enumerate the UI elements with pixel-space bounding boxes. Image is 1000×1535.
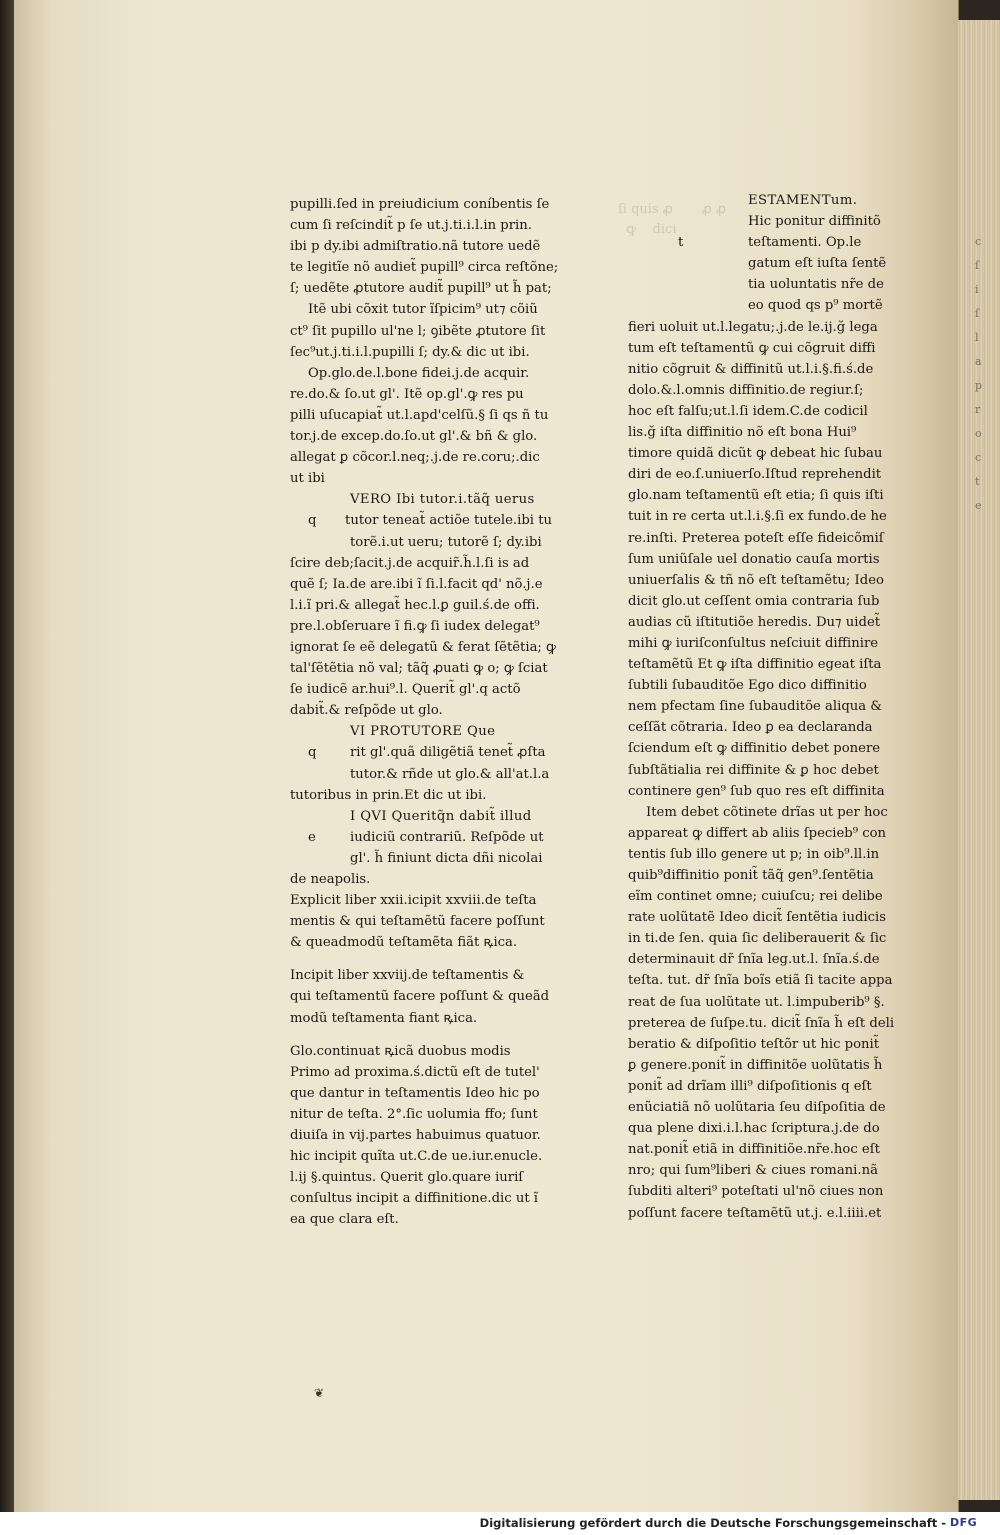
text-line: & queadmodũ teſtamẽta fiãt ꝶica. <box>290 935 518 951</box>
text-line: beratio & diſpoſitio teſtõr ut hic ponit̃ <box>628 1036 880 1052</box>
text-line: de neapolis. <box>290 872 371 887</box>
text-line: torẽ.i.ut ueru; tutorẽ ſ; dy.ibi <box>350 534 542 550</box>
ornament-mark: ❦ <box>314 1386 325 1400</box>
bleed-through-text: ſi quis ꝓ ꝓ ꝓ ꝙ dici <box>618 202 727 237</box>
text-line: quib⁹diffinitio ponit̃ tãq̃ gen⁹.ſentẽtia <box>628 868 874 883</box>
section-heading: ESTAMENTum. <box>748 193 858 208</box>
adjacent-page-fringe: c ſ i ſ l a p r o c t e <box>975 235 983 512</box>
rubric-heading: I QVI Queritq̃n dabit̃ illud <box>350 808 532 824</box>
text-line: tum eſt teſtamentũ ꝙ cui cõgruit diffi <box>628 340 876 356</box>
text-line: cum ſi reſcindit̃ p ſe ut.j.ti.i.l.in prin. <box>290 218 532 234</box>
text-line: diuiſa in vij.partes habuimus quatuor. <box>290 1128 541 1144</box>
initial-block <box>628 232 904 253</box>
text-line: ct⁹ ſit pupillo ul'ne l; ꝯibẽte ꝓtutore ſit <box>290 323 546 339</box>
text-line: audias cũ iſtitutiõe heredis. Du⁊ uidet̃ <box>628 614 881 630</box>
text-line: ſubſtãtialia rei diffinite & ꝑ hoc debet <box>628 762 879 778</box>
funding-notice: Digitalisierung gefördert durch die Deutsche Forschungsgemeinschaft - <box>479 1516 946 1530</box>
guide-letter: q <box>308 513 317 529</box>
text-line: appareat ꝙ differt ab aliis ſpecieb⁹ con <box>628 825 887 841</box>
text-line: Hic ponitur diffinitõ <box>748 214 881 230</box>
text-line: tia uoluntatis nr̃e de <box>748 277 884 293</box>
left-text-column <box>290 194 559 1231</box>
text-line: continere gen⁹ ſub quo res eſt diffinita <box>628 783 885 799</box>
text-line: mentis & qui teſtamẽtũ facere poſſunt <box>290 914 545 930</box>
initial-block <box>290 742 552 763</box>
text-line: ſciendum eſt ꝙ diffinitio debet ponere <box>628 741 881 757</box>
text-line: pre.l.obſeruare ĩ fi.ꝙ ſi iudex delegat⁹ <box>290 618 540 634</box>
text-line: Glo.continuat ꝶicã duobus modis <box>290 1043 511 1059</box>
text-line: ignorat ſe eẽ delegatũ & ferat ſẽtẽtia; ꝙ <box>290 639 556 655</box>
text-line: uniuerſalis & tñ nõ eſt teſtamẽtu; Ideo <box>628 572 884 588</box>
text-line: tal'ſẽtẽtia nõ val; tãq̃ ꝓuati ꝙ o; ꝙ ſciat <box>290 661 548 677</box>
text-line: gatum eſt iuſta ſentẽ <box>748 256 887 272</box>
text-line: ſubditi alteri⁹ poteſtati ul'nõ ciues non <box>628 1184 884 1200</box>
text-line: pilli uſucapiat̃ ut.l.apd'celſũ.§ ſi qs ñ tu <box>290 407 549 423</box>
guide-letter: t <box>678 235 684 251</box>
text-line: preterea de ſuſpe.tu. dicit̃ ſnĩa h̃ eſt deli <box>628 1015 895 1031</box>
book-edge-left <box>0 0 14 1535</box>
text-line: rit gl'.quã diligẽtiã tenet̃ ꝓſta <box>350 745 546 761</box>
guide-letter: q <box>308 745 317 761</box>
text-line: nitio cõgruit & diffinitũ ut.l.i.§.fi.ś.de <box>628 361 874 377</box>
text-line: ceſſãt cõtraria. Ideo ꝑ ea declaranda <box>628 720 873 736</box>
text-line: Incipit liber xxviij.de teſtamentis & <box>290 968 525 984</box>
rubric-heading: VERO Ibi tutor.i.tãq̃ uerus <box>350 492 535 508</box>
text-line: quẽ ſ; Ia.de are.ibi ĩ ſi.l.facit qd' nõ.j.e <box>290 576 543 592</box>
text-line: ſ; uedẽte ꝓtutore audit̃ pupill⁹ ut h̃ pat; <box>290 281 552 297</box>
text-line: poſſunt facere teſtamẽtũ ut.j. e.l.iiii.et <box>628 1205 882 1221</box>
text-line: Primo ad proxima.ś.dictũ eſt de tutel' <box>290 1064 540 1080</box>
text-line: rate uolũtatẽ Ideo dicit̃ ſentẽtia iudicis <box>628 910 886 926</box>
text-line: iudiciũ contrariũ. Reſpõde ut <box>350 829 544 845</box>
text-line: que dantur in teſtamentis Ideo hic po <box>290 1085 540 1101</box>
text-line: tutor teneat̃ actiõe tutele.ibi tu <box>345 513 552 529</box>
text-line: qui teſtamentũ facere poſſunt & queãd <box>290 989 550 1005</box>
text-line: ſe iudicẽ ar.hui⁹.l. Querit̃ gl'.q actõ <box>290 682 521 698</box>
text-line: mihi ꝙ iuriſconſultus neſciuit diffinire <box>628 635 879 651</box>
text-line: Explicit liber xxii.icipit xxviii.de teſta <box>290 893 537 909</box>
text-line: ea que clara eſt. <box>290 1212 399 1228</box>
text-line: diri de eo.ſ.uniuerſo.Iſtud reprehendit <box>628 467 882 483</box>
text-line: modũ teſtamenta fiant ꝶica. <box>290 1010 478 1026</box>
text-line: teſtamenti. Op.le <box>748 235 862 251</box>
text-line: dicit glo.ut ceſſent omia contraria ſub <box>628 593 880 609</box>
rubric-heading: VI PROTUTORE Que <box>350 724 496 740</box>
text-line: gl'. h̃ finiunt dicta dñi nicolai <box>350 850 543 866</box>
text-line: glo.nam teſtamentũ eſt etia; ſi quis iſti <box>628 488 884 504</box>
text-line: Op.glo.de.l.bone fidei.j.de acquir. <box>308 365 530 381</box>
text-line: ut ibi <box>290 471 325 487</box>
text-line: dabit̃.& reſpõde ut glo. <box>290 703 443 719</box>
text-line: allegat ꝑ cõcor.l.neq;.j.de re.coru;.dic <box>290 450 540 466</box>
footer-bar <box>0 1512 1000 1535</box>
text-line: determinauit dr̃ ſnĩa leg.ut.l. ſnĩa.ś.de <box>628 952 880 968</box>
text-line: fieri uoluit ut.l.legatu;.j.de le.ij.ğ lega <box>628 319 878 335</box>
text-line: Item debet cõtinete drĩas ut per hoc <box>646 804 888 820</box>
text-line: pupilli.ſed in preiudicium coníbentis ſe <box>290 197 550 212</box>
initial-block <box>290 510 552 531</box>
text-line: tuit in re certa ut.l.i.§.ſi ex fundo.de he <box>628 509 887 525</box>
guide-letter: e <box>308 829 316 845</box>
text-line: l.i.ĩ pri.& allegat̃ hec.l.ꝑ guil.ś.de offi. <box>290 597 540 613</box>
text-line: re.do.& ſo.ut gl'. Itẽ op.gl'.ꝙ res pu <box>290 386 524 402</box>
text-line: ſec⁹ut.j.ti.i.l.pupilli ſ; dy.& dic ut ibi. <box>290 344 530 360</box>
text-line: tor.j.de excep.do.ſo.ut gl'.& bñ & glo. <box>290 429 538 445</box>
text-line: reat de ſua uolũtate ut. l.impuberib⁹ §. <box>628 994 885 1010</box>
text-line: ibi p dy.ibi admiſtratio.nã tutore uedẽ <box>290 239 541 255</box>
text-line: ꝑ genere.ponit̃ in diffinitõe uolũtatis h̃ <box>628 1057 883 1073</box>
text-line: tutoribus in prin.Et dic ut ibi. <box>290 787 487 803</box>
text-line: Itẽ ubi cõxit tutor ĩſpicim⁹ ut⁊ cõiũ <box>308 302 538 318</box>
text-line: enũciatiã nõ uolũtaria ſeu diſpoſitia de <box>628 1100 886 1116</box>
text-line: dolo.&.l.omnis diffinitio.de regiur.ſ; <box>628 382 864 398</box>
text-line: timore quidã dicũt ꝙ debeat hic ſubau <box>628 446 883 462</box>
text-line: lis.ğ iſta diffinitio nõ eſt bona Hui⁹ <box>628 425 857 441</box>
text-line: ſum uniũſale uel donatio cauſa mortis <box>628 551 880 567</box>
text-line: in ti.de ſen. quia ſic deliberauerit & ſic <box>628 931 887 947</box>
text-line: ponit̃ ad drĩam illi⁹ diſpoſitionis q eſt <box>628 1078 872 1094</box>
text-line: teſta. tut. dr̃ ſnĩa boĩs etiã ſi tacite appa <box>628 973 893 989</box>
text-line: nem pfectam ſine ſubauditõe aliqua & <box>628 699 883 715</box>
text-line: eĩm continet omne; cuiuſcu; rei delibe <box>628 889 883 905</box>
text-line: nat.ponit̃ etiã in diffinitiõe.nr̃e.hoc eſt <box>628 1142 880 1158</box>
text-line: hic incipit quĩta ut.C.de ue.iur.enucle. <box>290 1149 543 1165</box>
dfg-logo: DFG <box>950 1516 978 1529</box>
text-line: hoc eſt falſu;ut.l.ſi idem.C.de codicil <box>628 403 868 419</box>
text-line: eo quod qs p⁹ mortẽ <box>748 298 883 314</box>
initial-block <box>290 827 552 848</box>
text-line: teſtamẽtũ Et ꝙ iſta diffinitio egeat iſta <box>628 657 882 673</box>
text-line: te legitĩe nõ audiet̃ pupill⁹ circa reſtõne; <box>290 260 559 276</box>
text-line: re.inſti. Preterea poteſt eſſe fideicõmiſ <box>628 530 884 546</box>
text-line: qua plene dixi.i.l.hac ſcriptura.j.de do <box>628 1121 880 1137</box>
text-line: nro; qui ſum⁹liberi & ciues romani.nã <box>628 1163 878 1179</box>
text-line: nitur de teſta. 2°.ſic uolumia ffo; ſunt <box>290 1106 538 1122</box>
text-line: l.ij §.quintus. Querit glo.quare iuriſ <box>290 1170 524 1186</box>
right-text-column <box>628 190 904 1224</box>
text-line: tutor.& rñde ut glo.& all'at.l.a <box>350 766 550 782</box>
text-line: ſubtili ſubauditõe Ego dico diffinitio <box>628 678 867 694</box>
text-line: tentis ſub illo genere ut p; in oib⁹.ll.in <box>628 846 880 862</box>
text-line: ſcire deb;ſacit.j.de acquir̃.h̃.l.ſi is ad <box>290 555 530 571</box>
text-line: conſultus incipit a diffinitione.dic ut ĩ <box>290 1191 539 1207</box>
